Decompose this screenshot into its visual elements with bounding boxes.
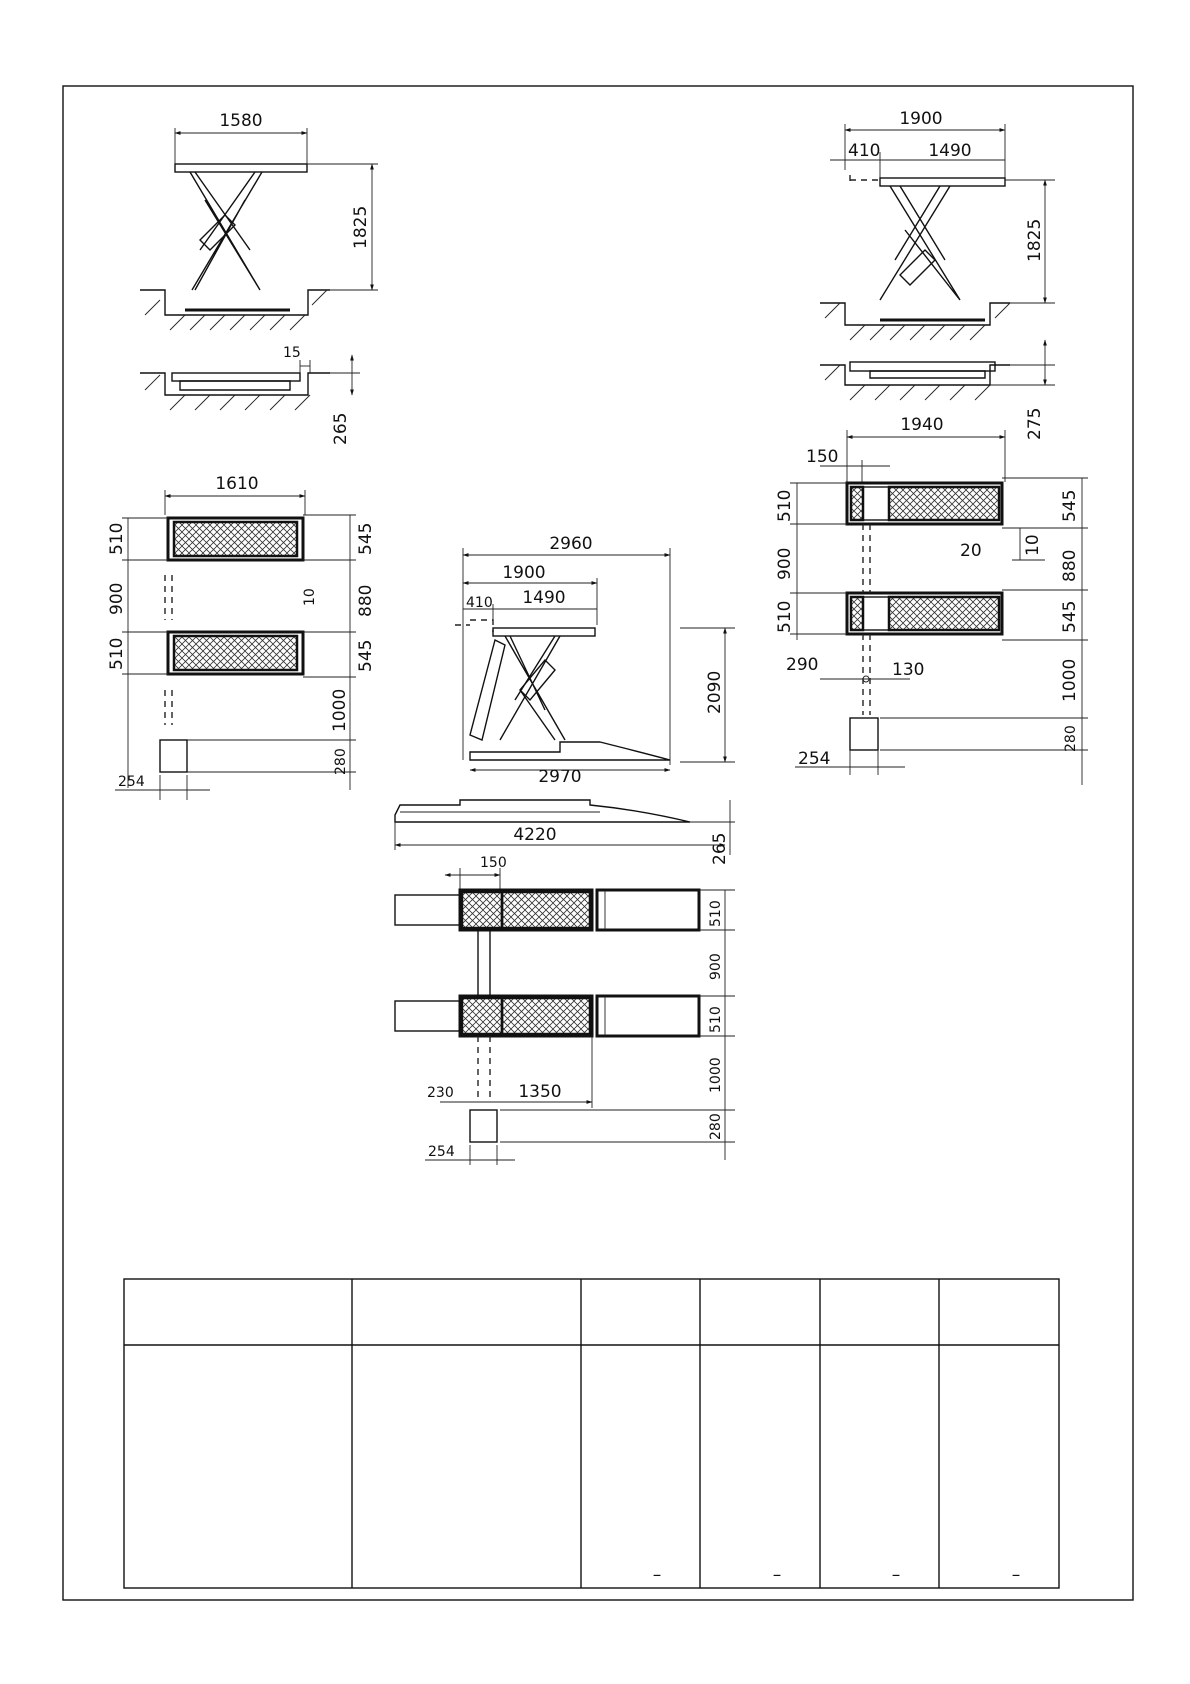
left-dim-outer-545b: 545: [356, 639, 376, 672]
right-dim-1940: 1940: [900, 415, 944, 435]
left-dim-880: 880: [356, 584, 376, 617]
center-elevation-raised: [455, 534, 735, 787]
center-dim-150: 150: [480, 855, 507, 871]
left-plan: [107, 474, 376, 800]
center-dim-1900: 1900: [502, 563, 546, 583]
table-mark-3: –: [891, 1565, 901, 1585]
left-dim-runway-1: 510: [107, 522, 127, 555]
center-dim-900: 900: [708, 953, 724, 980]
left-dim-gap: 15: [283, 345, 301, 361]
right-dim-545a: 545: [1060, 489, 1080, 522]
table-mark-1: –: [652, 1565, 662, 1585]
center-dim-1350: 1350: [518, 1082, 562, 1102]
left-elevation-lowered: [140, 345, 360, 445]
right-dim-254: 254: [798, 749, 831, 769]
center-elevation-lowered: [395, 800, 735, 865]
center-dim-4220: 4220: [513, 825, 557, 845]
center-dim-410: 410: [466, 595, 493, 611]
left-dim-plan-width: 1610: [215, 474, 259, 494]
right-dim-275: 275: [1025, 407, 1045, 440]
left-model: [107, 111, 378, 800]
right-dim-880: 880: [1060, 549, 1080, 582]
center-model: [395, 534, 735, 1165]
left-dim-top-width: 1580: [219, 111, 263, 131]
center-control-console: [470, 1110, 497, 1142]
right-dim-410: 410: [848, 141, 881, 161]
left-dim-1000: 1000: [330, 688, 350, 732]
center-dim-2970: 2970: [538, 767, 582, 787]
right-dim-1825: 1825: [1025, 218, 1045, 262]
left-control-console: [160, 740, 187, 772]
center-dim-510b: 510: [708, 1006, 724, 1033]
center-dim-265: 265: [710, 832, 730, 865]
right-plan: [775, 415, 1088, 785]
right-dim-1490: 1490: [928, 141, 972, 161]
center-dim-1490: 1490: [522, 588, 566, 608]
right-elevation-raised: [820, 109, 1055, 340]
right-dim-1000: 1000: [1060, 658, 1080, 702]
left-dim-gap-900: 900: [107, 582, 127, 615]
right-dim-150: 150: [806, 447, 839, 467]
center-dim-2090: 2090: [705, 670, 725, 714]
left-dim-runway-2: 510: [107, 637, 127, 670]
center-plan: [395, 855, 735, 1165]
center-dim-2960: 2960: [549, 534, 593, 554]
center-dim-280: 280: [708, 1113, 724, 1140]
table-mark-4: –: [1011, 1565, 1021, 1585]
center-dim-510a: 510: [708, 900, 724, 927]
center-dim-254: 254: [428, 1144, 455, 1160]
right-dim-1900: 1900: [899, 109, 943, 129]
right-dim-20: 20: [960, 541, 982, 561]
left-dim-10: 10: [302, 588, 318, 606]
center-dim-230: 230: [427, 1085, 454, 1101]
sheet-frame: [63, 86, 1133, 1600]
right-model: [775, 109, 1088, 785]
right-dim-280: 280: [1063, 725, 1079, 752]
title-block: [124, 1279, 1059, 1588]
left-dim-lowered: 265: [331, 412, 351, 445]
left-dim-height: 1825: [351, 205, 371, 249]
right-dim-10: 10: [1023, 534, 1043, 556]
right-control-console: [850, 718, 878, 750]
center-dim-1000: 1000: [708, 1057, 724, 1093]
left-dim-254: 254: [118, 774, 145, 790]
table-mark-2: –: [772, 1565, 782, 1585]
right-dim-900: 900: [775, 547, 795, 580]
right-dim-290: 290: [786, 655, 819, 675]
left-elevation-raised: [140, 111, 378, 330]
left-dim-280: 280: [333, 748, 349, 775]
right-dim-510b: 510: [775, 600, 795, 633]
right-dim-510a: 510: [775, 489, 795, 522]
right-dim-545b: 545: [1060, 600, 1080, 633]
left-dim-outer-545a: 545: [356, 522, 376, 555]
right-dim-130: 130: [892, 660, 925, 680]
